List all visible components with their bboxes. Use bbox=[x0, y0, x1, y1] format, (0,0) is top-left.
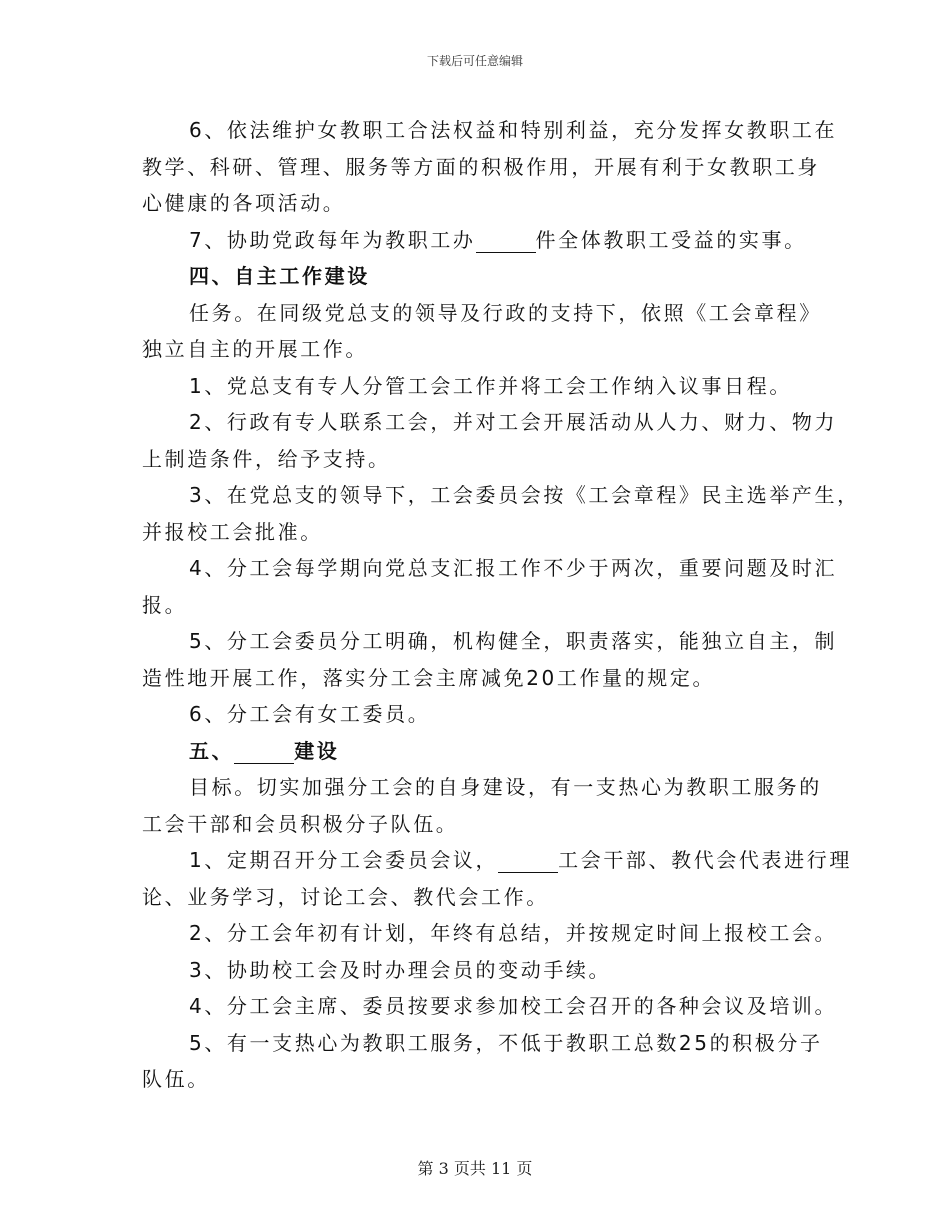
paragraph-line: 心健康的各项活动。 bbox=[142, 191, 346, 215]
text-segment: 五、 bbox=[189, 739, 235, 763]
fill-blank bbox=[498, 848, 558, 873]
paragraph-line bbox=[189, 848, 852, 873]
paragraph-line: 上制造条件，给予支持。 bbox=[142, 447, 391, 471]
page-number: 第 3 页共 11 页 bbox=[417, 1159, 533, 1178]
paragraph-line: 独立自主的开展工作。 bbox=[142, 337, 368, 361]
text-segment: 7、协助党政每年为教职工办 bbox=[189, 228, 476, 252]
paragraph-line: 2、分工会年初有计划，年终有总结，并按规定时间上报校工会。 bbox=[189, 921, 838, 945]
paragraph-line: 工会干部和会员积极分子队伍。 bbox=[142, 812, 459, 836]
paragraph-line: 任务。在同级党总支的领导及行政的支持下，依照《工会章程》 bbox=[189, 301, 822, 325]
text-segment: 工会干部、教代会代表进行理 bbox=[558, 848, 852, 872]
text-segment: 件全体教职工受益的实事。 bbox=[535, 228, 807, 252]
paragraph-line: 4、分工会每学期向党总支汇报工作不少于两次，重要问题及时汇 bbox=[189, 556, 838, 580]
paragraph-line: 6、依法维护女教职工合法权益和特别利益，充分发挥女教职工在 bbox=[189, 118, 838, 142]
paragraph-line: 5、分工会委员分工明确，机构健全，职责落实，能独立自主，制 bbox=[189, 629, 838, 653]
paragraph-line: 造性地开展工作，落实分工会主席减免20工作量的规定。 bbox=[142, 666, 716, 690]
paragraph-line: 教学、科研、管理、服务等方面的积极作用，开展有利于女教职工身 bbox=[142, 155, 820, 179]
paragraph-line: 目标。切实加强分工会的自身建设，有一支热心为教职工服务的 bbox=[189, 775, 822, 799]
page-header-note: 下载后可任意编辑 bbox=[426, 54, 523, 68]
fill-blank bbox=[234, 739, 294, 764]
paragraph-line: 报。 bbox=[142, 593, 188, 617]
paragraph-line: 6、分工会有女工委员。 bbox=[189, 702, 431, 726]
section-heading bbox=[189, 739, 339, 764]
paragraph-line: 5、有一支热心为教职工服务，不低于教职工总数25的积极分子 bbox=[189, 1031, 823, 1055]
fill-blank bbox=[476, 228, 536, 253]
text-segment: 1、定期召开分工会委员会议， bbox=[189, 848, 499, 872]
paragraph-line: 3、在党总支的领导下，工会委员会按《工会章程》民主选举产生， bbox=[189, 483, 860, 507]
paragraph-line: 4、分工会主席、委员按要求参加校工会召开的各种会议及培训。 bbox=[189, 994, 838, 1018]
paragraph-line bbox=[189, 228, 807, 253]
paragraph-line: 2、行政有专人联系工会，并对工会开展活动从人力、财力、物力 bbox=[189, 410, 838, 434]
paragraph-line: 3、协助校工会及时办理会员的变动手续。 bbox=[189, 958, 612, 982]
paragraph-line: 队伍。 bbox=[142, 1067, 210, 1091]
text-segment: 建设 bbox=[294, 739, 340, 763]
paragraph-line: 并报校工会批准。 bbox=[142, 520, 323, 544]
paragraph-line: 论、业务学习，讨论工会、教代会工作。 bbox=[142, 885, 549, 909]
section-heading: 四、自主工作建设 bbox=[189, 264, 370, 288]
paragraph-line: 1、党总支有专人分管工会工作并将工会工作纳入议事日程。 bbox=[189, 374, 792, 398]
